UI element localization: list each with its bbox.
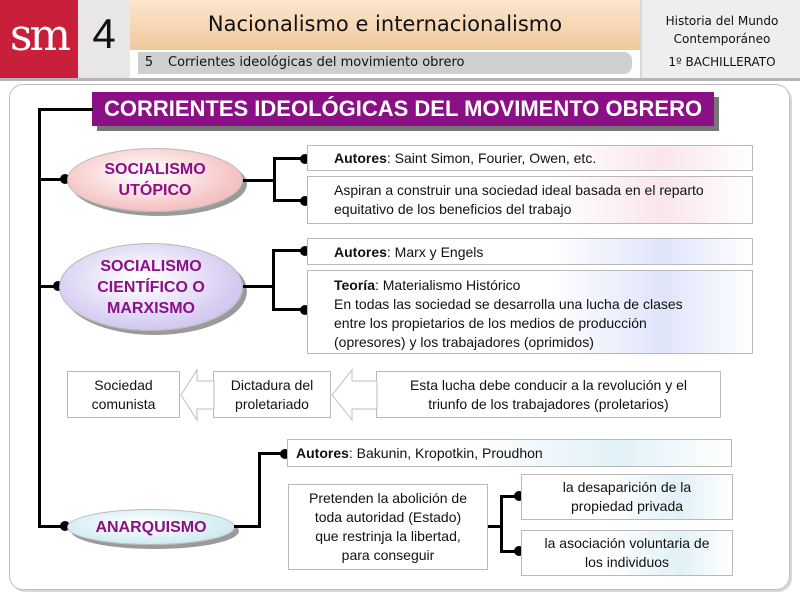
bracket-vertical	[273, 157, 276, 201]
bracket-stem	[243, 285, 273, 288]
course-level: 1º BACHILLERATO	[668, 55, 776, 69]
node-label-line: CIENTÍFICO O	[97, 278, 205, 296]
anarquismo-goal-box	[288, 484, 488, 570]
cientifico-autores-box	[307, 238, 753, 265]
text-line: comunista	[91, 395, 156, 412]
text-line: Esta lucha debe conducir a la revolución y el	[409, 376, 688, 393]
page-title: Nacionalismo e internacionalismo	[207, 12, 563, 36]
flow-lucha-box	[376, 371, 721, 418]
text-line: la asociación voluntaria de	[544, 535, 710, 551]
text-line: que restrinja la libertad,	[315, 528, 461, 544]
flow-dictadura-box	[213, 371, 331, 418]
text-line: equitativo de los beneficios del trabajo	[334, 201, 572, 217]
node-label-line: ANARQUISMO	[95, 518, 207, 536]
section-title: Corrientes ideológicas del movimiento obrero	[168, 55, 465, 70]
node-socialismo-cientifico	[59, 243, 243, 331]
teoria-label: Teoría	[334, 277, 375, 293]
course-info	[640, 0, 800, 78]
autores-label: Autores	[334, 150, 387, 166]
anarquismo-result-asociacion-box	[521, 530, 733, 576]
anarquismo-autores-text: : Bakunin, Kropotkin, Proudhon	[348, 445, 543, 461]
cientifico-autores-text: : Marx y Engels	[386, 244, 484, 260]
text-line: la desaparición de la	[562, 479, 692, 495]
node-label-line: MARXISMO	[107, 299, 195, 317]
utopico-description-box	[307, 176, 753, 224]
text-line: para conseguir	[341, 547, 435, 563]
left-arrow-icon	[330, 368, 378, 422]
diagram-heading: CORRIENTES IDEOLÓGICAS DEL MOVIMENTO OBRERO	[92, 92, 714, 126]
section-bar	[160, 52, 632, 74]
text-line: Sociedad	[94, 376, 153, 393]
main-trunk-line	[38, 108, 41, 528]
left-arrow-icon	[179, 368, 215, 422]
header-divider	[0, 78, 800, 81]
text-line: proletariado	[235, 395, 309, 412]
node-socialismo-utopico	[67, 148, 243, 212]
text-line: triunfo de los trabajadores (proletarios)	[428, 395, 669, 412]
bracket-vertical	[258, 452, 261, 528]
bracket-vertical	[272, 249, 275, 311]
chapter-number: 4	[92, 10, 116, 57]
anarquismo-autores-box	[287, 439, 732, 467]
logo-text: sm	[9, 10, 69, 61]
section-number: 5	[138, 52, 160, 74]
anarquismo-result-propiedad-box	[521, 474, 733, 520]
node-label-line: SOCIALISMO	[100, 257, 202, 275]
autores-label: Autores	[334, 244, 387, 260]
sm-logo	[0, 0, 78, 78]
flow-sociedad-comunista-box	[67, 371, 180, 418]
course-subject-line1: Historia del Mundo	[665, 14, 779, 28]
text-line: toda autoridad (Estado)	[314, 509, 462, 525]
teoria-text: : Materialismo Histórico	[374, 277, 521, 293]
text-line	[334, 276, 752, 295]
page-header	[0, 0, 800, 82]
autores-label: Autores	[296, 445, 349, 461]
text-line: Dictadura del	[230, 376, 314, 393]
node-label-line: UTÓPICO	[118, 182, 192, 199]
text-line: los individuos	[584, 554, 670, 570]
bracket-stem	[243, 179, 275, 182]
chapter-box	[78, 0, 130, 78]
text-line: Pretenden la abolición de	[308, 490, 467, 506]
cientifico-teoria-box	[307, 270, 753, 354]
text-line: propiedad privada	[570, 498, 684, 514]
text-line: entre los propietarios de los medios de producción	[334, 315, 647, 331]
course-subject-line2: Contemporáneo	[673, 32, 771, 46]
trunk-top-connector	[38, 108, 93, 111]
node-label-line: SOCIALISMO	[104, 161, 206, 178]
text-line: En todas las sociedad se desarrolla una lucha de clases	[334, 296, 683, 312]
bracket-stem	[234, 525, 260, 528]
text-line: (opresores) y los trabajadores (oprimidos)	[334, 334, 594, 350]
bracket-vertical	[500, 495, 503, 553]
node-anarquismo	[67, 509, 235, 545]
title-bar	[130, 0, 640, 50]
utopico-autores-box	[307, 145, 753, 171]
text-line: Aspiran a construir una sociedad ideal basada en el reparto	[334, 182, 704, 198]
utopico-autores-text: : Saint Simon, Fourier, Owen, etc.	[386, 150, 597, 166]
